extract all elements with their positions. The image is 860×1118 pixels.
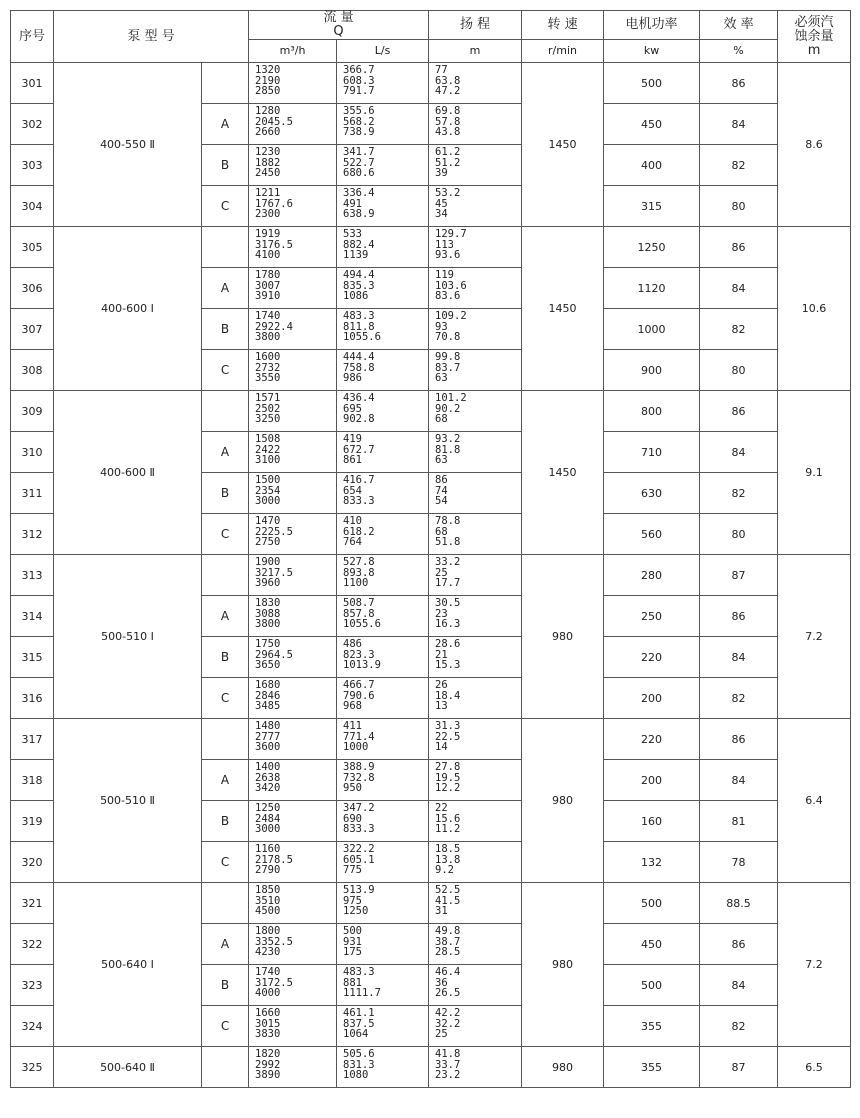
head-m: 99.8 83.7 63 <box>429 350 522 391</box>
header-speed: 转 速 <box>522 11 604 40</box>
efficiency-pct: 88.5 <box>700 883 778 924</box>
efficiency-pct: 87 <box>700 555 778 596</box>
efficiency-pct: 86 <box>700 391 778 432</box>
efficiency-pct: 86 <box>700 924 778 965</box>
efficiency-pct: 80 <box>700 514 778 555</box>
impeller-variant: C <box>202 842 249 883</box>
flow-m3h: 1250 2484 3000 <box>249 801 337 842</box>
motor-power-kw: 250 <box>604 596 700 637</box>
motor-power-kw: 315 <box>604 186 700 227</box>
table-row <box>11 719 851 760</box>
efficiency-pct: 84 <box>700 637 778 678</box>
flow-ls: 341.7 522.7 680.6 <box>337 145 429 186</box>
head-m: 77 63.8 47.2 <box>429 63 522 104</box>
efficiency-pct: 81 <box>700 801 778 842</box>
motor-power-kw: 500 <box>604 63 700 104</box>
motor-power-kw: 560 <box>604 514 700 555</box>
row-seq: 315 <box>11 637 54 678</box>
flow-m3h: 1900 3217.5 3960 <box>249 555 337 596</box>
header-motor-power: 电机功率 <box>604 11 700 40</box>
flow-ls: 411 771.4 1000 <box>337 719 429 760</box>
flow-ls: 483.3 881 1111.7 <box>337 965 429 1006</box>
header-head: 扬 程 <box>429 11 522 40</box>
flow-ls: 500 931 175 <box>337 924 429 965</box>
header-pump-model: 泵 型 号 <box>54 11 249 63</box>
efficiency-pct: 80 <box>700 186 778 227</box>
flow-m3h: 1740 2922.4 3800 <box>249 309 337 350</box>
flow-ls: 347.2 690 833.3 <box>337 801 429 842</box>
efficiency-pct: 82 <box>700 1006 778 1047</box>
row-seq: 302 <box>11 104 54 145</box>
header-flow <box>249 11 429 40</box>
flow-ls: 533 882.4 1139 <box>337 227 429 268</box>
head-m: 30.5 23 16.3 <box>429 596 522 637</box>
impeller-variant <box>202 555 249 596</box>
head-m: 78.8 68 51.8 <box>429 514 522 555</box>
head-m: 109.2 93 70.8 <box>429 309 522 350</box>
efficiency-pct: 82 <box>700 473 778 514</box>
flow-ls: 494.4 835.3 1086 <box>337 268 429 309</box>
impeller-variant <box>202 1047 249 1088</box>
flow-ls: 416.7 654 833.3 <box>337 473 429 514</box>
head-m: 26 18.4 13 <box>429 678 522 719</box>
efficiency-pct: 84 <box>700 760 778 801</box>
flow-ls: 355.6 568.2 738.9 <box>337 104 429 145</box>
header-npsh-unit: m <box>807 42 821 58</box>
table-row <box>11 555 851 596</box>
impeller-variant: C <box>202 186 249 227</box>
motor-power-kw: 132 <box>604 842 700 883</box>
motor-power-kw: 900 <box>604 350 700 391</box>
unit-eff: % <box>700 40 778 63</box>
head-m: 119 103.6 83.6 <box>429 268 522 309</box>
efficiency-pct: 80 <box>700 350 778 391</box>
flow-ls: 461.1 837.5 1064 <box>337 1006 429 1047</box>
impeller-variant: C <box>202 514 249 555</box>
head-m: 27.8 19.5 12.2 <box>429 760 522 801</box>
motor-power-kw: 355 <box>604 1006 700 1047</box>
header-npsh <box>778 11 851 63</box>
speed-rpm: 1450 <box>522 391 604 555</box>
motor-power-kw: 200 <box>604 760 700 801</box>
row-seq: 304 <box>11 186 54 227</box>
efficiency-pct: 86 <box>700 719 778 760</box>
npsh-m: 6.5 <box>778 1047 851 1088</box>
flow-ls: 336.4 491 638.9 <box>337 186 429 227</box>
flow-ls: 419 672.7 861 <box>337 432 429 473</box>
efficiency-pct: 84 <box>700 432 778 473</box>
head-m: 101.2 90.2 68 <box>429 391 522 432</box>
impeller-variant <box>202 391 249 432</box>
flow-m3h: 1500 2354 3000 <box>249 473 337 514</box>
flow-m3h: 1820 2992 3890 <box>249 1047 337 1088</box>
speed-rpm: 1450 <box>522 227 604 391</box>
table-row <box>11 883 851 924</box>
row-seq: 321 <box>11 883 54 924</box>
unit-flow-m3h: m³/h <box>249 40 337 63</box>
motor-power-kw: 500 <box>604 965 700 1006</box>
row-seq: 305 <box>11 227 54 268</box>
motor-power-kw: 160 <box>604 801 700 842</box>
flow-ls: 366.7 608.3 791.7 <box>337 63 429 104</box>
table-row <box>11 391 851 432</box>
head-m: 31.3 22.5 14 <box>429 719 522 760</box>
efficiency-pct: 84 <box>700 104 778 145</box>
row-seq: 306 <box>11 268 54 309</box>
row-seq: 325 <box>11 1047 54 1088</box>
flow-m3h: 1660 3015 3830 <box>249 1006 337 1047</box>
row-seq: 312 <box>11 514 54 555</box>
efficiency-pct: 82 <box>700 678 778 719</box>
motor-power-kw: 220 <box>604 719 700 760</box>
head-m: 22 15.6 11.2 <box>429 801 522 842</box>
unit-flow-ls: L/s <box>337 40 429 63</box>
impeller-variant: B <box>202 309 249 350</box>
impeller-variant <box>202 883 249 924</box>
flow-ls: 444.4 758.8 986 <box>337 350 429 391</box>
motor-power-kw: 280 <box>604 555 700 596</box>
flow-ls: 505.6 831.3 1080 <box>337 1047 429 1088</box>
row-seq: 313 <box>11 555 54 596</box>
pump-model: 500-510 Ⅰ <box>54 555 202 719</box>
pump-model: 400-600 Ⅱ <box>54 391 202 555</box>
npsh-m: 8.6 <box>778 63 851 227</box>
head-m: 28.6 21 15.3 <box>429 637 522 678</box>
efficiency-pct: 82 <box>700 145 778 186</box>
motor-power-kw: 220 <box>604 637 700 678</box>
row-seq: 320 <box>11 842 54 883</box>
row-seq: 301 <box>11 63 54 104</box>
impeller-variant: C <box>202 1006 249 1047</box>
pump-model: 500-640 Ⅰ <box>54 883 202 1047</box>
impeller-variant: B <box>202 801 249 842</box>
header-flow-q: Q <box>333 24 344 39</box>
flow-m3h: 1680 2846 3485 <box>249 678 337 719</box>
row-seq: 310 <box>11 432 54 473</box>
unit-power: kw <box>604 40 700 63</box>
efficiency-pct: 82 <box>700 309 778 350</box>
impeller-variant: B <box>202 473 249 514</box>
head-m: 33.2 25 17.7 <box>429 555 522 596</box>
flow-m3h: 1600 2732 3550 <box>249 350 337 391</box>
header-npsh-line2: 蚀余量 <box>794 28 834 44</box>
row-seq: 308 <box>11 350 54 391</box>
npsh-m: 7.2 <box>778 555 851 719</box>
impeller-variant: A <box>202 104 249 145</box>
efficiency-pct: 84 <box>700 965 778 1006</box>
motor-power-kw: 500 <box>604 883 700 924</box>
motor-power-kw: 355 <box>604 1047 700 1088</box>
speed-rpm: 980 <box>522 719 604 883</box>
impeller-variant <box>202 63 249 104</box>
row-seq: 314 <box>11 596 54 637</box>
flow-ls: 483.3 811.8 1055.6 <box>337 309 429 350</box>
head-m: 42.2 32.2 25 <box>429 1006 522 1047</box>
unit-speed: r/min <box>522 40 604 63</box>
head-m: 53.2 45 34 <box>429 186 522 227</box>
row-seq: 316 <box>11 678 54 719</box>
efficiency-pct: 87 <box>700 1047 778 1088</box>
impeller-variant: B <box>202 637 249 678</box>
flow-m3h: 1830 3088 3800 <box>249 596 337 637</box>
unit-head: m <box>429 40 522 63</box>
impeller-variant: B <box>202 965 249 1006</box>
motor-power-kw: 1120 <box>604 268 700 309</box>
motor-power-kw: 1000 <box>604 309 700 350</box>
row-seq: 309 <box>11 391 54 432</box>
impeller-variant: C <box>202 350 249 391</box>
flow-ls: 322.2 605.1 775 <box>337 842 429 883</box>
table-row <box>11 227 851 268</box>
flow-m3h: 1850 3510 4500 <box>249 883 337 924</box>
row-seq: 318 <box>11 760 54 801</box>
impeller-variant <box>202 719 249 760</box>
flow-m3h: 1780 3007 3910 <box>249 268 337 309</box>
impeller-variant: A <box>202 432 249 473</box>
npsh-m: 7.2 <box>778 883 851 1047</box>
motor-power-kw: 630 <box>604 473 700 514</box>
flow-m3h: 1230 1882 2450 <box>249 145 337 186</box>
pump-model: 500-510 Ⅱ <box>54 719 202 883</box>
head-m: 86 74 54 <box>429 473 522 514</box>
motor-power-kw: 710 <box>604 432 700 473</box>
impeller-variant <box>202 227 249 268</box>
efficiency-pct: 86 <box>700 63 778 104</box>
flow-ls: 527.8 893.8 1100 <box>337 555 429 596</box>
impeller-variant: A <box>202 596 249 637</box>
efficiency-pct: 86 <box>700 596 778 637</box>
flow-m3h: 1400 2638 3420 <box>249 760 337 801</box>
speed-rpm: 980 <box>522 1047 604 1088</box>
row-seq: 317 <box>11 719 54 760</box>
flow-ls: 508.7 857.8 1055.6 <box>337 596 429 637</box>
head-m: 41.8 33.7 23.2 <box>429 1047 522 1088</box>
flow-ls: 466.7 790.6 968 <box>337 678 429 719</box>
flow-ls: 410 618.2 764 <box>337 514 429 555</box>
efficiency-pct: 78 <box>700 842 778 883</box>
header-efficiency: 效 率 <box>700 11 778 40</box>
speed-rpm: 1450 <box>522 63 604 227</box>
header-npsh-line1: 必须汽 <box>794 14 834 30</box>
pump-model: 400-600 Ⅰ <box>54 227 202 391</box>
impeller-variant: A <box>202 268 249 309</box>
flow-m3h: 1280 2045.5 2660 <box>249 104 337 145</box>
flow-m3h: 1320 2190 2850 <box>249 63 337 104</box>
row-seq: 311 <box>11 473 54 514</box>
flow-ls: 436.4 695 902.8 <box>337 391 429 432</box>
motor-power-kw: 450 <box>604 104 700 145</box>
row-seq: 323 <box>11 965 54 1006</box>
flow-ls: 513.9 975 1250 <box>337 883 429 924</box>
table-body <box>11 63 851 1088</box>
flow-m3h: 1160 2178.5 2790 <box>249 842 337 883</box>
motor-power-kw: 200 <box>604 678 700 719</box>
head-m: 69.8 57.8 43.8 <box>429 104 522 145</box>
flow-m3h: 1508 2422 3100 <box>249 432 337 473</box>
motor-power-kw: 1250 <box>604 227 700 268</box>
header-flow-label: 流 量 <box>323 10 354 25</box>
head-m: 18.5 13.8 9.2 <box>429 842 522 883</box>
flow-m3h: 1480 2777 3600 <box>249 719 337 760</box>
motor-power-kw: 400 <box>604 145 700 186</box>
header-seq: 序号 <box>11 11 54 63</box>
pump-spec-table <box>10 10 851 1088</box>
head-m: 52.5 41.5 31 <box>429 883 522 924</box>
head-m: 61.2 51.2 39 <box>429 145 522 186</box>
npsh-m: 10.6 <box>778 227 851 391</box>
flow-ls: 486 823.3 1013.9 <box>337 637 429 678</box>
npsh-m: 9.1 <box>778 391 851 555</box>
impeller-variant: A <box>202 924 249 965</box>
efficiency-pct: 86 <box>700 227 778 268</box>
row-seq: 322 <box>11 924 54 965</box>
flow-m3h: 1800 3352.5 4230 <box>249 924 337 965</box>
head-m: 46.4 36 26.5 <box>429 965 522 1006</box>
row-seq: 307 <box>11 309 54 350</box>
motor-power-kw: 450 <box>604 924 700 965</box>
npsh-m: 6.4 <box>778 719 851 883</box>
row-seq: 324 <box>11 1006 54 1047</box>
efficiency-pct: 84 <box>700 268 778 309</box>
flow-ls: 388.9 732.8 950 <box>337 760 429 801</box>
head-m: 93.2 81.8 63 <box>429 432 522 473</box>
flow-m3h: 1571 2502 3250 <box>249 391 337 432</box>
impeller-variant: B <box>202 145 249 186</box>
table-row <box>11 63 851 104</box>
row-seq: 319 <box>11 801 54 842</box>
flow-m3h: 1750 2964.5 3650 <box>249 637 337 678</box>
flow-m3h: 1740 3172.5 4000 <box>249 965 337 1006</box>
impeller-variant: A <box>202 760 249 801</box>
flow-m3h: 1919 3176.5 4100 <box>249 227 337 268</box>
table-header <box>11 11 851 63</box>
speed-rpm: 980 <box>522 883 604 1047</box>
head-m: 49.8 38.7 28.5 <box>429 924 522 965</box>
flow-m3h: 1211 1767.6 2300 <box>249 186 337 227</box>
pump-model: 400-550 Ⅱ <box>54 63 202 227</box>
flow-m3h: 1470 2225.5 2750 <box>249 514 337 555</box>
head-m: 129.7 113 93.6 <box>429 227 522 268</box>
table-row <box>11 1047 851 1088</box>
impeller-variant: C <box>202 678 249 719</box>
pump-model: 500-640 Ⅱ <box>54 1047 202 1088</box>
motor-power-kw: 800 <box>604 391 700 432</box>
row-seq: 303 <box>11 145 54 186</box>
speed-rpm: 980 <box>522 555 604 719</box>
